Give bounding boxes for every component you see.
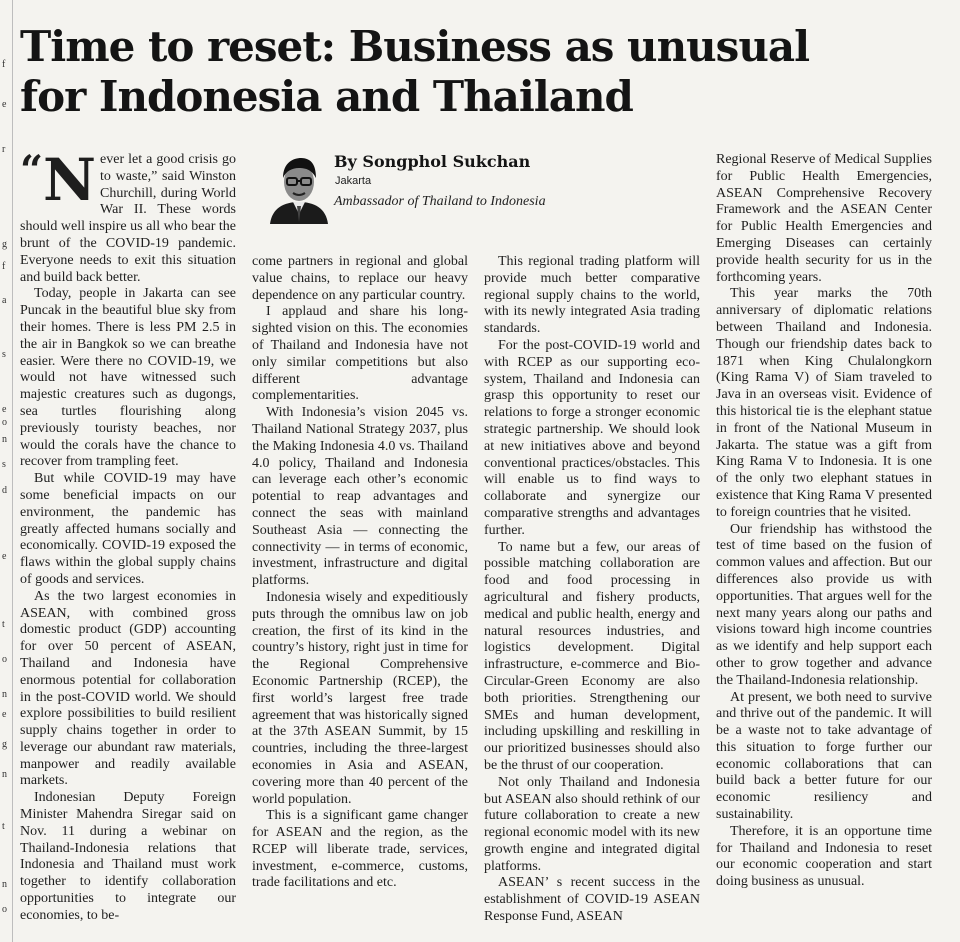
gutter-fragment: f (2, 261, 6, 272)
gutter-fragment: n (2, 434, 7, 445)
author-photo (266, 152, 332, 224)
gutter-fragment: t (2, 821, 5, 832)
paragraph: come partners in regional and global value chains, to replace our heavy dependence on any particular country. (252, 254, 468, 303)
text-column-3 (484, 254, 700, 926)
gutter-fragment: t (2, 619, 5, 630)
gutter-fragment: e (2, 404, 7, 415)
gutter-fragment: o (2, 654, 7, 665)
text-column-4 (716, 152, 932, 891)
paragraph: To name but a few, our areas of possible matching collaboration are food and food processing in agricultural and fishery products, medical and public health, energy and natural resources industries, and logistics development. Digital infrastructure, e-commerce and Bio-Circular-Green Economy are also both priorities. Strengthening our SMEs and human development, including upskilling and reskilling in our prioritized businesses should also be the thrust of our cooperation. (484, 539, 700, 773)
paragraph: Our friendship has withstood the test of time based on the fusion of common values and affection. But our differences also provide us with opportunities. That argues well for the next many years along our paths and visions toward high income countries as we identify and help support each other to grow together and advance the Thailand-Indonesia relationship. (716, 521, 932, 688)
paragraph: Regional Reserve of Medical Supplies for Public Health Emergencies, ASEAN Comprehensive Recovery Framework and the ASEAN Center for Public Health Emergencies and Emerging Diseases can certainly provide health security for us in the forthcoming years. (716, 152, 932, 285)
paragraph (20, 146, 236, 286)
gutter-fragment: f (2, 59, 6, 70)
paragraph: Today, people in Jakarta can see Puncak in the beautiful blue sky from their homes. There is less PM 2.5 in the air in Bangkok so we can breathe easier. Were there no COVID-19, we would not have witnessed such majestic creatures such as dugongs, sea turtles flourishing along previously touristy beaches, nor would the corals have the chance to recover from trampling feet. (20, 286, 236, 470)
paragraph: For the post-COVID-19 world and with RCEP as our supporting eco-system, Thailand and Indonesia can grasp this opportunity to reset our relations to forge a stronger economic strategic partnership. We should look at new initiatives above and beyond conventional practices/obstacles. This will enable us to find ways to collaborate and synergize our comparative strengths and advantages further. (484, 337, 700, 538)
headline-line-1: Time to reset: Business as unusual (20, 22, 810, 71)
text-column-1 (20, 146, 236, 925)
gutter-fragment: r (2, 144, 6, 155)
paragraph: This regional trading platform will provide much better comparative regional supply chains to the world, with its newly integrated Asia trading standards. (484, 254, 700, 337)
paragraph: This year marks the 70th anniversary of diplomatic relations between Thailand and Indonesia. Though our friendship dates back to 1871 when King Chulalongkorn (King Rama V) of Siam traveled to Java in an overseas visit. Evidence of this historical tie is the elephant statue in front of the National Museum in Jakarta. The statue was a gift from King Rama V to Indonesia. It is one of the only two elephant statues in existence that King Rama V presented to foreign countries that he visited. (716, 286, 932, 520)
gutter-fragment: o (2, 417, 7, 428)
gutter-fragment: n (2, 769, 7, 780)
paragraph: As the two largest economies in ASEAN, with combined gross domestic product (GDP) accounting for over 50 percent of ASEAN, Thailand and Indonesia have enormous potential for collaboration in the post-COVID world. We should explore possibilities to build resilient supply chains together in order to leverage our abundant raw materials, manpower and readily available markets. (20, 588, 236, 789)
paragraph: This is a significant game changer for ASEAN and the region, as the RCEP will liberate trade, services, investment, e-commerce, customs, trade facilitations and etc. (252, 808, 468, 891)
gutter-fragment: g (2, 739, 7, 750)
paragraph: At present, we both need to survive and thrive out of the pandemic. It will be a waste not to take advantage of this situation to forge further our economic collaborations that can build back a better future for our economic resiliency and sustainability. (716, 689, 932, 823)
paragraph: Indonesia wisely and expeditiously puts through the omnibus law on job creation, the first of its kind in the country’s history, right just in time for the Regional Comprehensive Economic Partnership (RCEP), the first world’s largest free trade agreement that was historically signed at the 37th ASEAN Summit, by 15 countries, including the three-largest economies in Asia and ASEAN, covering more than 40 percent of the world population. (252, 589, 468, 807)
gutter-fragment: s (2, 459, 6, 470)
paragraph-text: ever let a good crisis go to waste,” said Winston Churchill, during World War II. These words should well inspire us all who bear the brunt of the COVID-19 pandemic. Everyone needs to exit this situation and build back better. (20, 152, 236, 285)
gutter-fragment: e (2, 709, 7, 720)
gutter-fragment: o (2, 904, 7, 915)
gutter-fragment: e (2, 551, 7, 562)
paragraph: With Indonesia’s vision 2045 vs. Thailand National Strategy 2037, plus the Making Indonesia 4.0 vs. Thailand 4.0 policy, Thailand and Indonesia can leverage each other’s economic potential to reap advantages and connect the seas with mainland Southeast Asia — connecting the connectivity — in terms of economic, investment, infrastructure and digital platforms. (252, 405, 468, 589)
byline (252, 152, 692, 252)
paragraph: Therefore, it is an opportune time for Thailand and Indonesia to reset our economic cooperation and start doing business as unusual. (716, 823, 932, 890)
drop-cap: “N (20, 146, 97, 214)
gutter-fragment: d (2, 485, 7, 496)
author-name: By Songphol Sukchan (334, 152, 531, 171)
gutter-fragment: a (2, 295, 7, 306)
gutter-fragment: n (2, 689, 7, 700)
paragraph: Indonesian Deputy Foreign Minister Mahendra Siregar said on Nov. 11 during a webinar on Thailand-Indonesia relations that Indonesia and Thailand must work together to identify collaboration opportunities to integrate our economies, to be- (20, 790, 236, 923)
paragraph: Not only Thailand and Indonesia but ASEAN also should rethink of our future collaboration to create a new regional economic model with its new growth engine and integrated digital platforms. (484, 774, 700, 874)
paragraph: ASEAN’ s recent success in the establishment of COVID-19 ASEAN Response Fund, ASEAN (484, 875, 700, 925)
paragraph: But while COVID-19 may have some beneficial impacts on our environment, the pandemic has greatly affected humans socially and economically. COVID-19 exposed the flaws within the global supply chains of goods and services. (20, 471, 236, 587)
previous-page-edge (0, 0, 13, 942)
gutter-fragment: n (2, 879, 7, 890)
author-role: Ambassador of Thailand to Indonesia (334, 194, 546, 209)
author-city: Jakarta (335, 175, 372, 187)
gutter-fragment: s (2, 349, 6, 360)
author-portrait-illustration (266, 152, 332, 224)
gutter-fragment: g (2, 239, 7, 250)
headline-line-2: for Indonesia and Thailand (20, 72, 633, 121)
article-headline (20, 22, 950, 122)
gutter-fragment: e (2, 99, 7, 110)
paragraph: I applaud and share his long-sighted vision on this. The economies of Thailand and Indonesia have not only similar competitions but also different advantage complementarities. (252, 304, 468, 404)
text-column-2 (252, 254, 468, 892)
